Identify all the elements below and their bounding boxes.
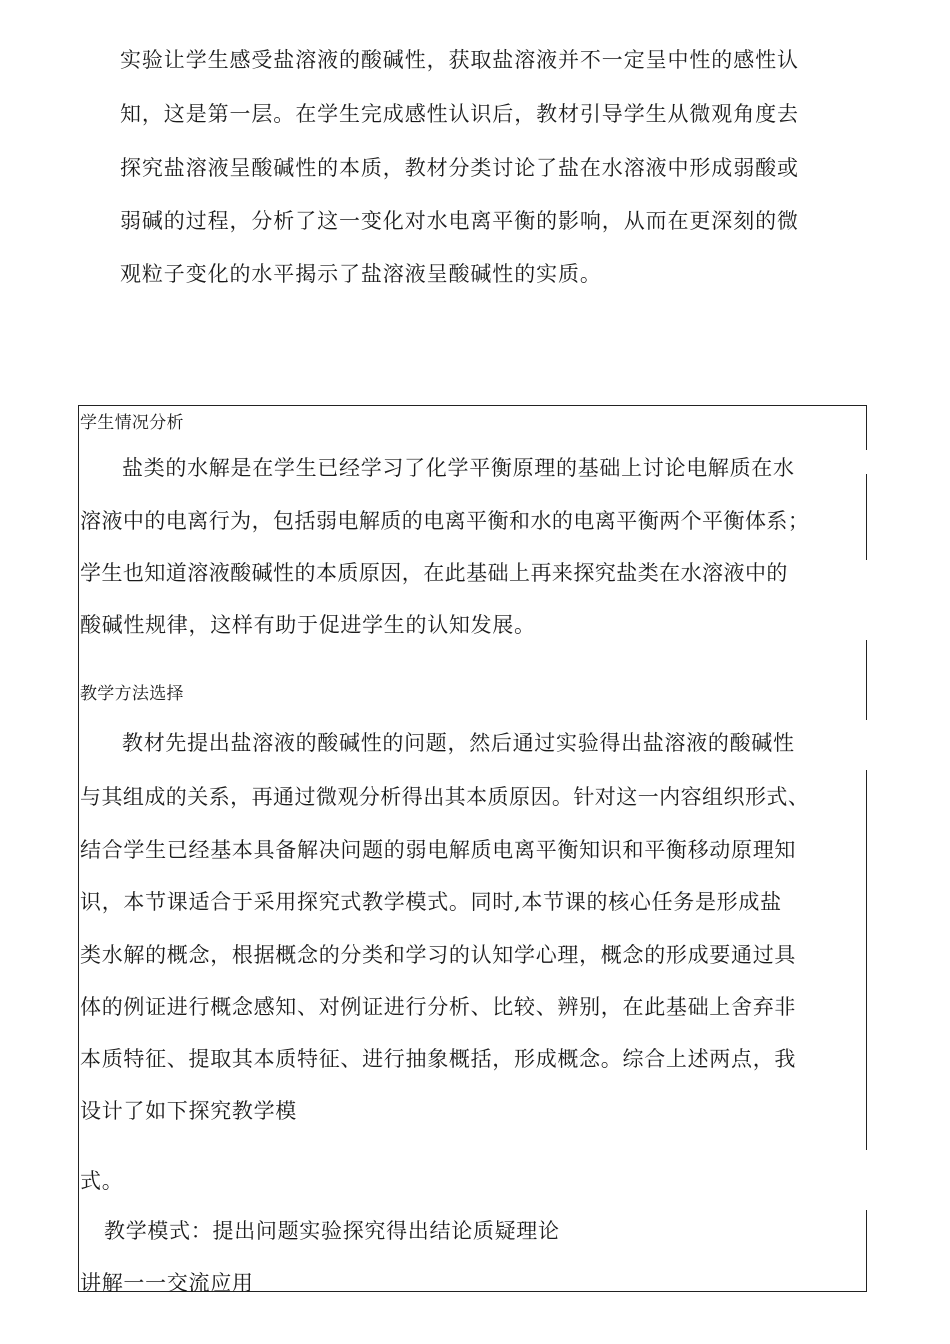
paragraph-line: 教材先提出盐溶液的酸碱性的问题，然后通过实验得出盐溶液的酸碱性 bbox=[122, 731, 795, 755]
paragraph-line: 盐类的水解是在学生已经学习了化学平衡原理的基础上讨论电解质在水 bbox=[122, 456, 795, 480]
border-gap bbox=[864, 1150, 870, 1210]
section-heading: 教学方法选择 bbox=[80, 684, 184, 704]
paragraph-line: 结合学生已经基本具备解决问题的弱电解质电离平衡知识和平衡移动原理知 bbox=[80, 838, 797, 862]
paragraph-line: 体的例证进行概念感知、对例证进行分析、比较、辨别，在此基础上舍弃非 bbox=[80, 995, 797, 1019]
paragraph-line: 式。 bbox=[80, 1169, 124, 1193]
border-gap bbox=[864, 720, 870, 770]
paragraph-line: 酸碱性规律，这样有助于促进学生的认知发展。 bbox=[80, 613, 536, 637]
paragraph-line: 本质特征、提取其本质特征、进行抽象概括，形成概念。综合上述两点，我 bbox=[80, 1047, 797, 1071]
paragraph-line: 讲解一一交流应用 bbox=[80, 1271, 254, 1295]
intro-line: 探究盐溶液呈酸碱性的本质，教材分类讨论了盐在水溶液中形成弱酸或 bbox=[120, 156, 799, 180]
intro-line: 知，这是第一层。在学生完成感性认识后，教材引导学生从微观角度去 bbox=[120, 102, 799, 126]
intro-line: 实验让学生感受盐溶液的酸碱性，获取盐溶液并不一定呈中性的感性认 bbox=[120, 48, 799, 72]
intro-line: 弱碱的过程，分析了这一变化对水电离平衡的影响，从而在更深刻的微 bbox=[120, 209, 799, 233]
paragraph-line: 类水解的概念，根据概念的分类和学习的认知学心理，概念的形成要通过具 bbox=[80, 943, 797, 967]
paragraph-line: 识，本节课适合于采用探究式教学模式。同时,本节课的核心任务是形成盐 bbox=[80, 890, 782, 914]
border-gap bbox=[864, 450, 870, 474]
intro-line: 观粒子变化的水平揭示了盐溶液呈酸碱性的实质。 bbox=[120, 262, 602, 286]
paragraph-line: 溶液中的电离行为，包括弱电解质的电离平衡和水的电离平衡两个平衡体系； bbox=[80, 509, 810, 533]
paragraph-line: 与其组成的关系，再通过微观分析得出其本质原因。针对这一内容组织形式、 bbox=[80, 785, 810, 809]
teaching-mode-line: 教学模式：提出问题实验探究得出结论质疑理论 bbox=[104, 1219, 560, 1243]
section-heading: 学生情况分析 bbox=[80, 413, 184, 433]
paragraph-line: 学生也知道溶液酸碱性的本质原因，在此基础上再来探究盐类在水溶液中的 bbox=[80, 561, 788, 585]
paragraph-line: 设计了如下探究教学模 bbox=[80, 1099, 297, 1123]
border-gap bbox=[864, 560, 870, 640]
